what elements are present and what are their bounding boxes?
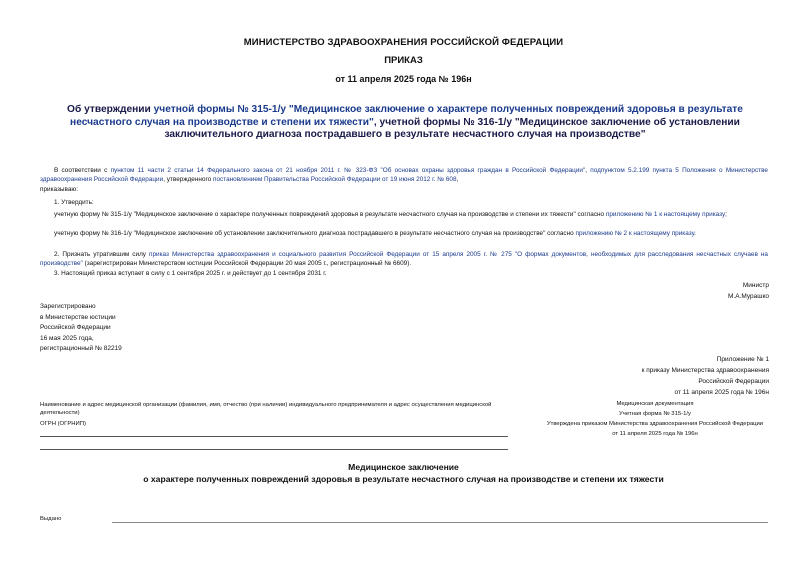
preamble-text-c: , утвержденного xyxy=(163,176,213,184)
appendix-line: Российской Федерации xyxy=(698,378,769,385)
signature-name: М.А.Мурашко xyxy=(727,292,769,300)
signature-block xyxy=(728,281,769,302)
form-stamp-line: от 11 апреля 2025 года № 196н xyxy=(612,431,698,437)
form-315-text: учетную форму № 315-1/у "Медицинское заключение о характере полученных повреждений здоровья в результате несчастного случая на производстве и степени их тяжести" согласно xyxy=(54,211,606,218)
link-order-275[interactable]: приказ Министерства здравоохранения и социального развития Российской Федерации от 15 апреля 2005 г. № 275 "О формах документов, необходимых для расследования несчастных случаев на производстве" xyxy=(40,251,768,268)
form-315-end: ; xyxy=(725,211,727,218)
document-type: ПРИКАЗ xyxy=(384,55,423,66)
form-stamp-line: Утверждена приказом Министерства здравоохранения Российской Федерации xyxy=(546,421,764,427)
appendix-line: Приложение № 1 xyxy=(716,356,769,363)
form-title-line2: о характере полученных повреждений здоровья в результате несчастного случая на производстве и степени их тяжести xyxy=(143,474,664,484)
form-316-end: . xyxy=(694,230,696,237)
preamble-text-d: , xyxy=(456,176,459,184)
form-stamp-block xyxy=(540,399,770,439)
link-government-decree-608[interactable]: постановлением Правительства Российской Федерации от 19 июня 2012 г. № 608 xyxy=(213,176,457,184)
appendix-line: от 11 апреля 2025 года № 196н xyxy=(674,389,769,396)
registration-line: Зарегистрировано xyxy=(40,303,96,310)
order-title xyxy=(55,104,755,142)
link-regulation-5-2-199[interactable]: подпунктом 5.2.199 пункта 5 Положения о Министерстве здравоохранения Российской Федерации xyxy=(40,167,768,184)
title-rest: , учетной формы № 316-1/у "Медицинское заключение об установлении заключительного диагноза пострадавшего в результате несчастного случая на производстве" xyxy=(164,116,740,141)
org-name-label: Наименование и адрес медицинской организации (фамилия, имя, отчество (при наличии) индивидуального предпринимателя и адрес осуществления медицинской деятельности) xyxy=(40,402,492,416)
item-3-effective: 3. Настоящий приказ вступает в силу с 1 сентября 2025 г. и действует до 1 сентября 2031 г. xyxy=(54,270,327,277)
registration-line: 16 мая 2025 года, xyxy=(40,334,94,342)
item-1-approve: 1. Утвердить: xyxy=(54,199,94,206)
appendix-line: к приказу Министерства здравоохранения xyxy=(641,367,769,374)
org-line-2 xyxy=(40,449,508,450)
form-title-line1: Медицинское заключение xyxy=(348,462,459,472)
preamble-text-a: В соответствии с xyxy=(54,167,111,174)
item-form-315 xyxy=(40,210,768,219)
form-stamp-line: Медицинская документация xyxy=(616,401,694,407)
preamble-paragraph xyxy=(40,166,768,185)
link-appendix-2[interactable]: приложению № 2 к настоящему приказу xyxy=(575,230,695,237)
registration-line: Российской Федерации xyxy=(40,324,111,332)
preamble-text-b: , xyxy=(585,167,591,174)
form-316-text: учетную форму № 316-1/у "Медицинское заключение об установлении заключительного диагноза пострадавшего в результате несчастного случая на производстве" согласно xyxy=(54,230,576,237)
signature-position: Министр xyxy=(742,282,769,289)
repeal-text-b: (зарегистрирован Министерством юстиции Российской Федерации 20 мая 2005 г., регистрационный № 6609). xyxy=(82,260,412,268)
ministry-heading: МИНИСТЕРСТВО ЗДРАВООХРАНЕНИЯ РОССИЙСКОЙ ФЕДЕРАЦИИ xyxy=(243,37,564,48)
registration-line: регистрационный № 82219 xyxy=(40,345,122,353)
title-prefix: Об утверждении xyxy=(67,104,154,115)
registration-block xyxy=(40,302,122,355)
form-title xyxy=(0,461,807,485)
link-appendix-1[interactable]: приложению № 1 к настоящему приказу xyxy=(605,211,726,218)
item-form-316 xyxy=(40,229,768,238)
order-date-number: от 11 апреля 2025 года № 196н xyxy=(335,74,472,84)
org-line-1 xyxy=(40,436,508,437)
issued-label: Выдано xyxy=(40,516,62,522)
title-link-form-315[interactable]: учетной формы № 315-1/у "Медицинское заключение о характере полученных повреждений здоровья в результате несчастного случая на производстве и степени их тяжести" xyxy=(70,104,743,128)
ogrn-label: ОГРН (ОГРНИП) xyxy=(40,421,86,427)
link-federal-law-323[interactable]: пунктом 11 части 2 статьи 14 Федерального закона от 21 ноября 2011 г. № 323-ФЗ "Об основах охраны здоровья граждан в Российской Федерации" xyxy=(110,167,586,174)
appendix-header xyxy=(642,354,769,398)
form-stamp-line: Учетная форма № 315-1/у xyxy=(619,411,691,417)
registration-line: в Министерстве юстиции xyxy=(40,313,116,321)
prikazyvayu: приказываю: xyxy=(40,186,78,193)
item-2-repeal xyxy=(40,250,768,269)
issued-line[interactable] xyxy=(112,522,768,523)
repeal-text-a: 2. Признать утратившим силу xyxy=(54,251,150,258)
